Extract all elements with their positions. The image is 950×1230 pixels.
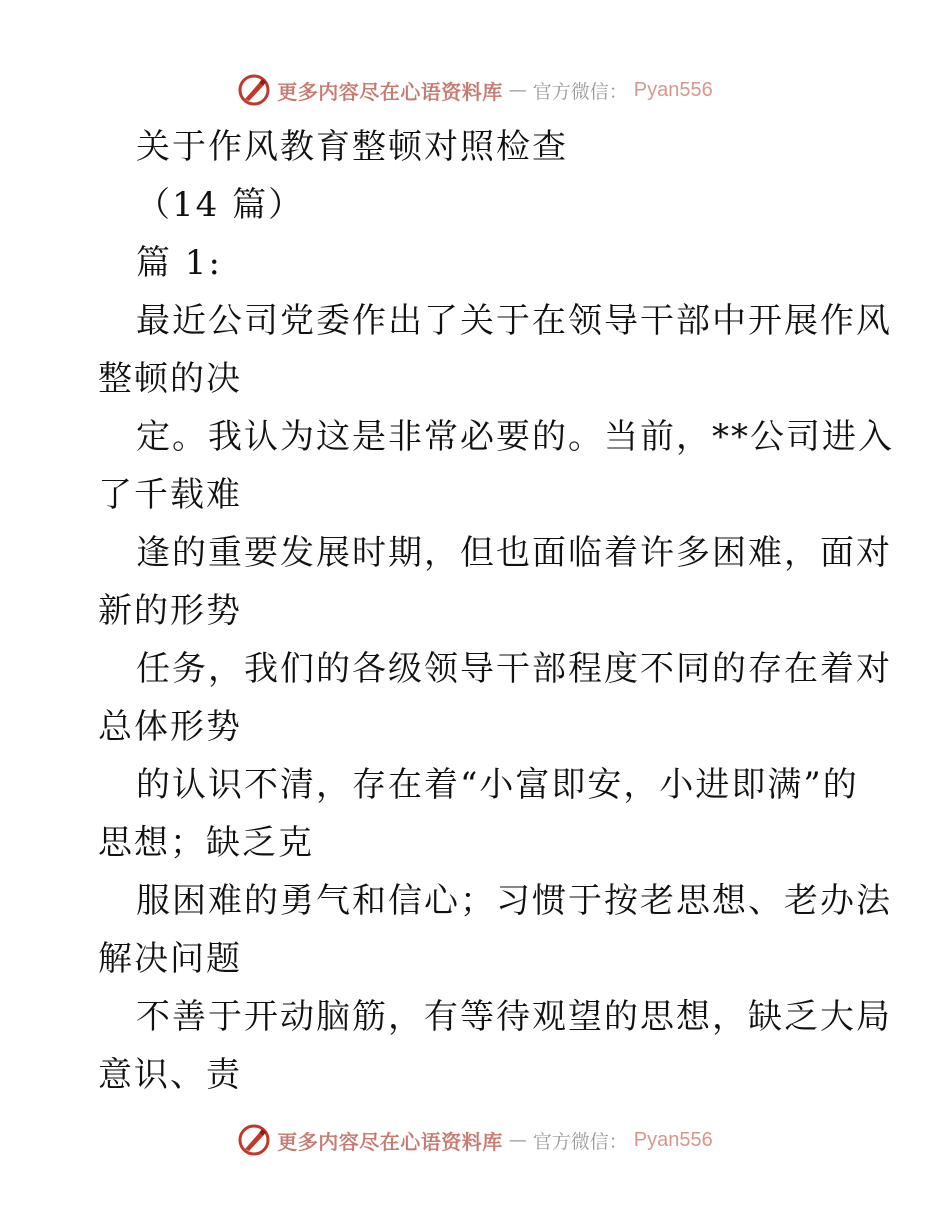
paragraph-line: 整顿的决 (98, 359, 242, 399)
document-title: 关于作风教育整顿对照检查 (136, 127, 568, 167)
pen-logo-icon (237, 73, 271, 107)
wechat-id: Pyan556 (633, 78, 713, 101)
paragraph-line: 最近公司党委作出了关于在领导干部中开展作风 (136, 301, 892, 341)
paragraph-line: 了千载难 (98, 475, 242, 515)
paragraph-line: 新的形势 (98, 591, 242, 631)
paragraph-line: 总体形势 (98, 707, 242, 747)
pen-logo-icon (237, 1123, 271, 1157)
footer-banner (0, 1120, 950, 1160)
paragraph-line: 不善于开动脑筋，有等待观望的思想，缺乏大局 (136, 997, 892, 1037)
brand-text: 更多内容尽在心语资料库 (277, 79, 503, 104)
wechat-label: 官方微信： (532, 80, 628, 103)
paragraph-line: 意识、责 (98, 1055, 242, 1095)
paragraph-line: 思想；缺乏克 (98, 823, 314, 863)
banner-separator: — (508, 1129, 527, 1151)
paragraph-line: 服困难的勇气和信心；习惯于按老思想、老办法 (136, 881, 892, 921)
brand-text: 更多内容尽在心语资料库 (277, 1129, 503, 1154)
document-body (98, 118, 894, 1104)
paragraph-line: 解决问题 (98, 939, 242, 979)
banner-separator: — (508, 79, 527, 101)
document-count: （14 篇） (136, 185, 305, 225)
wechat-label: 官方微信： (532, 1130, 628, 1153)
header-banner (0, 70, 950, 110)
paragraph-line: 任务，我们的各级领导干部程度不同的存在着对 (136, 649, 892, 689)
paragraph-line: 逢的重要发展时期，但也面临着许多困难，面对 (136, 533, 892, 573)
paragraph-line: 的认识不清，存在着“小富即安，小进即满”的 (136, 765, 859, 805)
paragraph-line: 定。我认为这是非常必要的。当前，**公司进入 (136, 417, 894, 457)
section-heading: 篇 1: (136, 243, 222, 283)
wechat-id: Pyan556 (633, 1128, 713, 1151)
